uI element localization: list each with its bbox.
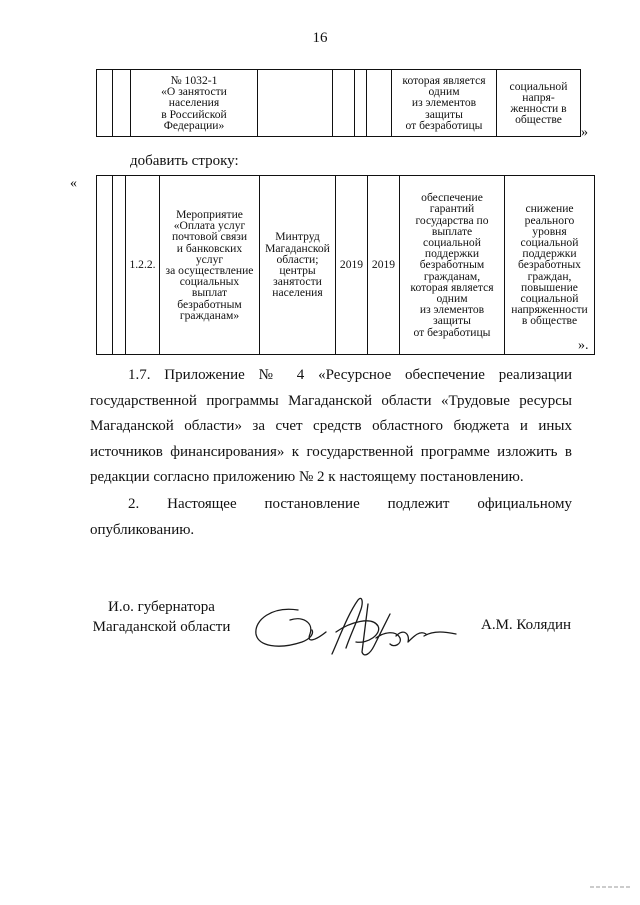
- page-number: 16: [312, 30, 328, 46]
- table-cell-empty: [113, 70, 131, 137]
- table-row: [97, 176, 595, 355]
- opening-quote: «: [70, 176, 77, 191]
- closing-quote: »: [581, 125, 588, 140]
- table-cell-result: которая является одним из элементов защиты от безработицы: [392, 70, 497, 137]
- table-new-row: [96, 175, 595, 355]
- table-cell-empty: [113, 176, 126, 355]
- table-cell-executor: Минтруд Магаданской области; центры занятости населения: [260, 176, 336, 355]
- table-continuation: [96, 69, 581, 137]
- table-cell-end-year: 2019: [368, 176, 400, 355]
- table-cell-empty: [258, 70, 333, 137]
- footer-mark: [590, 884, 630, 890]
- signer-title: И.о. губернатора Магаданской области: [92, 599, 231, 635]
- table-cell-result: обеспечение гарантий государства по выплате социальной поддержки безработным гражданам, которая является одним из элементов защиты от безработицы: [400, 176, 505, 355]
- handwritten-signature: [250, 592, 470, 672]
- paragraph-2: 2. Настоящее постановление подлежит официальному опубликованию.: [90, 496, 572, 538]
- table-cell-empty: [355, 70, 367, 137]
- table-cell-empty: [333, 70, 355, 137]
- closing-quote: ».: [578, 338, 589, 353]
- paragraph-1-7: 1.7. Приложение № 4 «Ресурсное обеспечение реализации государственной программы Магаданской области «Трудовые ресурсы Магаданской области» за счет средств областного бюджета и иных источников финансирования» к государственной программе изложить в редакции согласно приложению № 2 к настоящему постановлению.: [90, 367, 572, 485]
- table-cell-empty: [97, 70, 113, 137]
- table-cell-effect: снижение реального уровня социальной поддержки безработных граждан, повышение социальной напряженности в обществе: [505, 176, 595, 355]
- table-cell-empty: [97, 176, 113, 355]
- table-cell-effect: социальной напря- женности в обществе: [497, 70, 581, 137]
- table-cell-empty: [367, 70, 392, 137]
- table-cell-start-year: 2019: [336, 176, 368, 355]
- table-cell-law: № 1032-1 «О занятости населения в Российской Федерации»: [131, 70, 258, 137]
- add-row-instruction: добавить строку:: [130, 153, 239, 169]
- table-row: [97, 70, 581, 137]
- table-cell-measure: Мероприятие «Оплата услуг почтовой связи и банковских услуг за осуществление социальных выплат безработным гражданам»: [160, 176, 260, 355]
- signer-name: А.М. Колядин: [481, 617, 572, 633]
- table-cell-number: 1.2.2.: [126, 176, 160, 355]
